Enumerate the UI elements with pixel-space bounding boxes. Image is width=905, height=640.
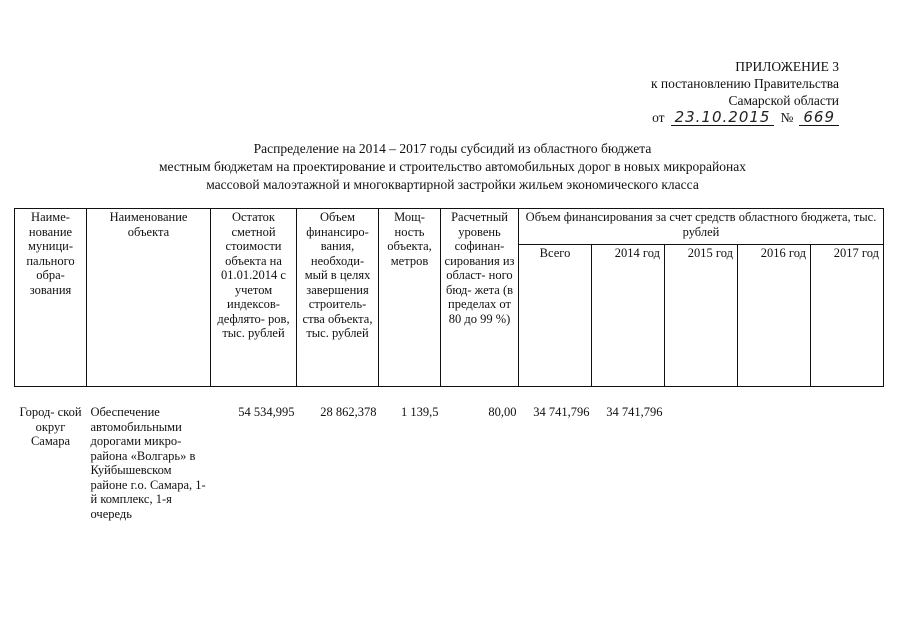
handwritten-number: 669	[799, 109, 839, 126]
cell-2017	[811, 387, 884, 524]
header-remaining-cost: Остаток сметной стоимости объекта на 01.01.2014 с учетом индексов- дефлято- ров, тыс. рублей	[211, 209, 297, 387]
title-line-3: массовой малоэтажной и многоквартирной застройки жильем экономического класса	[206, 177, 699, 192]
table-row	[15, 387, 884, 524]
cell-cofinancing-level: 80,00	[488, 405, 517, 419]
subsidy-table	[14, 208, 884, 523]
number-prefix: №	[780, 110, 794, 125]
cell-total: 34 741,796	[533, 405, 590, 419]
handwritten-date: 23.10.2015	[671, 109, 775, 126]
cell-2015	[665, 387, 738, 524]
header-financing-volume: Объем финансиро- вания, необходи- мый в целях завершения строитель- ства объекта, тыс. рублей	[297, 209, 379, 387]
header-2017: 2017 год	[811, 245, 884, 387]
date-number-line	[579, 109, 839, 126]
cell-remaining-cost: 54 534,995	[238, 405, 295, 419]
appendix-header	[579, 58, 839, 126]
appendix-label: ПРИЛОЖЕНИЕ 3	[735, 59, 839, 74]
header-financing-group: Объем финансирования за счет средств областного бюджета, тыс. рублей	[519, 209, 884, 245]
header-total: Всего	[519, 245, 592, 387]
header-capacity: Мощ- ность объекта, метров	[379, 209, 441, 387]
header-cofinancing-level: Расчетный уровень софинан- сирования из област- ного бюд- жета (в пределах от 80 до 99 %)	[441, 209, 519, 387]
cell-financing-volume: 28 862,378	[320, 405, 377, 419]
title-line-2: местным бюджетам на проектирование и строительство автомобильных дорог в новых микрорайонах	[159, 159, 746, 174]
cell-2016	[738, 387, 811, 524]
header-object: Наименование объекта	[87, 209, 211, 387]
title-line-1: Распределение на 2014 – 2017 годы субсидий из областного бюджета	[253, 141, 652, 156]
cell-municipality: Город- ской округ Самара	[19, 405, 82, 448]
cell-object: Обеспечение автомобильными дорогами микро- района «Волгарь» в Куйбышевском районе г.о. Самара, 1-й комплекс, 1-я очередь	[90, 405, 206, 521]
header-2016: 2016 год	[738, 245, 811, 387]
header-2015: 2015 год	[665, 245, 738, 387]
header-2014: 2014 год	[592, 245, 665, 387]
cell-2014: 34 741,796	[606, 405, 663, 419]
document-title	[0, 140, 905, 194]
header-municipality: Наиме- нование муници- пального обра- зования	[15, 209, 87, 387]
resolution-line: к постановлению Правительства	[650, 76, 839, 91]
region-line: Самарской области	[728, 93, 839, 108]
cell-capacity: 1 139,5	[401, 405, 439, 419]
date-prefix: от	[652, 110, 665, 125]
